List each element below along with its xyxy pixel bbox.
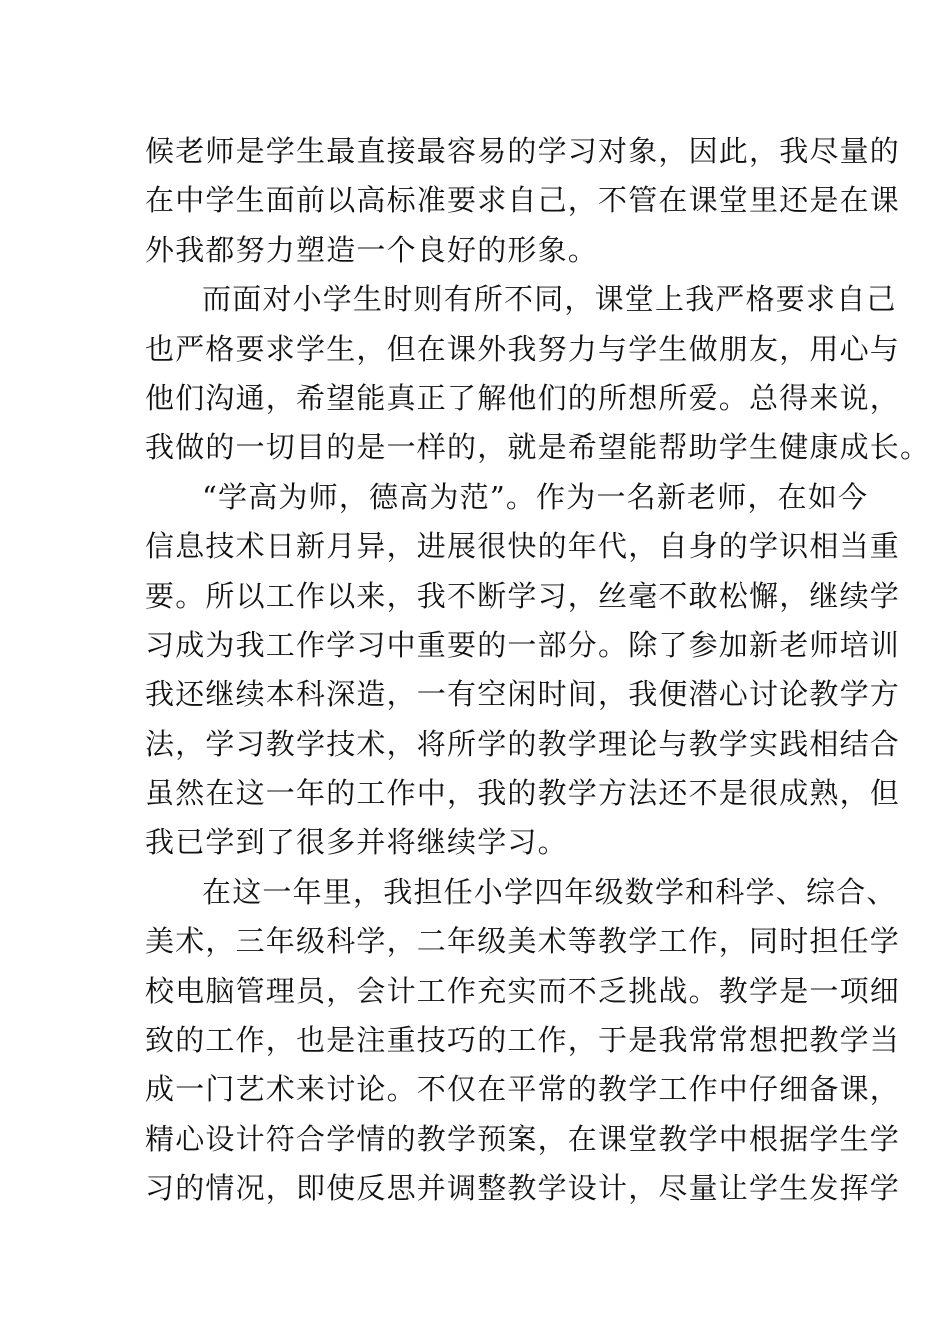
text-line: 也严格要求学生，但在课外我努力与学生做朋友，用心与	[145, 331, 901, 366]
body-text	[145, 127, 931, 1214]
text-line: 候老师是学生最直接最容易的学习对象，因此，我尽量的	[145, 134, 901, 168]
text-line: 外我都努力塑造一个良好的形象。	[145, 232, 599, 267]
text-line: “学高为师，德高为范”。作为一名新老师，在如今	[202, 479, 869, 514]
text-line: 校电脑管理员，会计工作充实而不乏挑战。教学是一项细	[145, 973, 901, 1008]
text-line: 成一门艺术来讨论。不仅在平常的教学工作中仔细备课，	[145, 1072, 901, 1107]
text-line: 我还继续本科深造，一有空闲时间，我便潜心讨论教学方	[145, 677, 901, 712]
text-line: 习的情况，即使反思并调整教学设计，尽量让学生发挥学	[145, 1171, 901, 1206]
text-line: 要。所以工作以来，我不断学习，丝毫不敢松懈，继续学	[145, 578, 901, 613]
text-line: 而面对小学生时则有所不同，课堂上我严格要求自己	[202, 282, 897, 317]
text-line: 在中学生面前以高标准要求自己，不管在课堂里还是在课	[145, 183, 901, 218]
text-line: 在这一年里，我担任小学四年级数学和科学、综合、	[202, 874, 897, 909]
text-line: 我已学到了很多并将继续学习。	[145, 825, 568, 860]
text-line: 美术，三年级科学，二年级美术等教学工作，同时担任学	[145, 924, 901, 959]
text-line: 虽然在这一年的工作中，我的教学方法还不是很成熟，但	[145, 776, 901, 811]
text-line: 法，学习教学技术，将所学的教学理论与教学实践相结合	[145, 726, 901, 761]
text-line: 致的工作，也是注重技巧的工作，于是我常常想把教学当	[145, 1023, 901, 1058]
text-line: 我做的一切目的是一样的，就是希望能帮助学生健康成长。	[145, 430, 931, 465]
text-line: 习成为我工作学习中重要的一部分。除了参加新老师培训	[145, 627, 901, 662]
text-line: 他们沟通，希望能真正了解他们的所想所爱。总得来说，	[145, 380, 901, 415]
text-line: 精心设计符合学情的教学预案，在课堂教学中根据学生学	[145, 1121, 901, 1156]
text-line: 信息技术日新月异，进展很快的年代，自身的学识相当重	[145, 529, 901, 564]
